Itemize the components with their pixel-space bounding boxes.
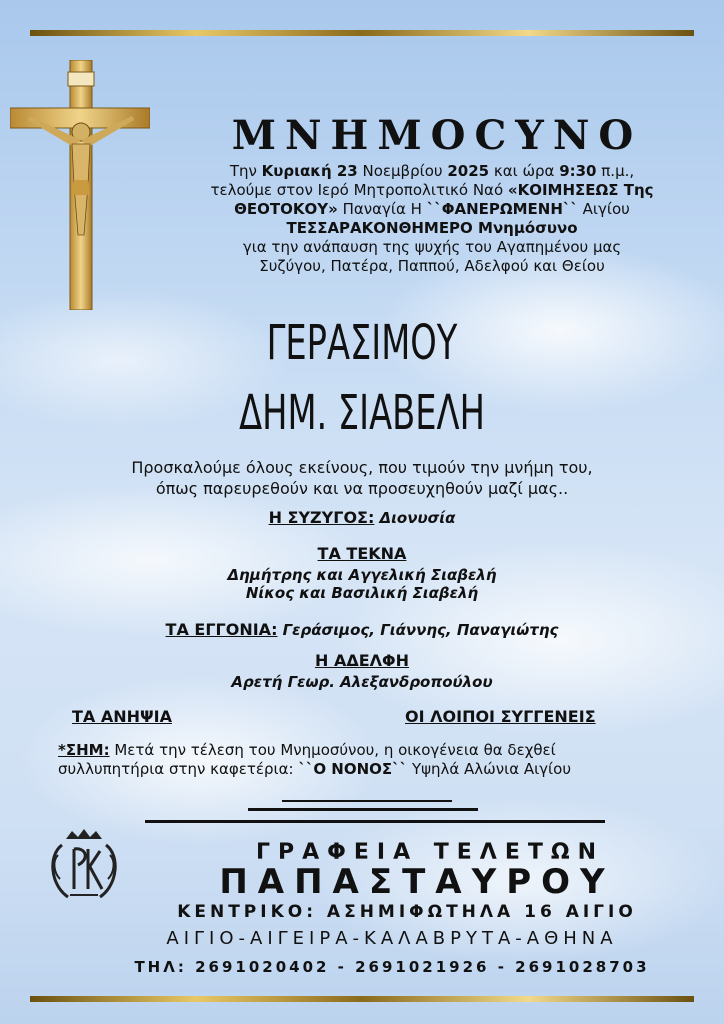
- children-name: Νίκος και Βασιλική Σιαβελή: [245, 584, 479, 602]
- intro-memorial-type: ΤΕΣΣΑΡΑΚΟΝΘΗΜΕΡΟ Μνημόσυνο: [286, 219, 578, 237]
- intro-church: «ΚΟΙΜΗΣΕΩΣ Της: [507, 181, 654, 199]
- divider: [282, 800, 452, 802]
- intro-day: Κυριακή 23: [261, 162, 358, 180]
- funeral-home-name: ΠΑΠΑΣΤΑΥΡΟΥ: [219, 862, 615, 902]
- divider: [145, 820, 605, 823]
- spouse-name: Διονυσία: [379, 509, 456, 527]
- nephews-heading: ΤΑ ΑΝΗΨΙΑ: [72, 707, 172, 726]
- bottom-gold-border: [30, 996, 694, 1002]
- sister-name: Αρετή Γεωρ. Αλεξανδροπούλου: [231, 673, 493, 691]
- intro-church-name: ``ΦΑΝΕΡΩΜΕΝΗ``: [426, 200, 578, 218]
- funeral-home-label: ΓΡΑΦΕΙΑ ΤΕΛΕΤΩΝ: [256, 840, 604, 865]
- intro-fragment: Παναγία Η: [337, 200, 427, 218]
- intro-time: 9:30: [559, 162, 597, 180]
- funeral-home-locations: ΑΙΓΙΟ-ΑΙΓΕΙΡΑ-ΚΑΛΑΒΡΥΤΑ-ΑΘΗΝΑ: [166, 928, 618, 949]
- grandchildren-names: Γεράσιμος, Γιάννης, Παναγιώτης: [282, 621, 559, 639]
- intro-line: για την ανάπαυση της ψυχής του Αγαπημένου μας: [242, 238, 622, 256]
- relatives-heading: ΟΙ ΛΟΙΠΟΙ ΣΥΓΓΕΝΕΙΣ: [405, 707, 596, 726]
- intro-year: 2025: [447, 162, 490, 180]
- invitation-line: Προσκαλούμε όλους εκείνους, που τιμούν την μνήμη του,: [131, 458, 593, 477]
- top-gold-border: [30, 30, 694, 36]
- intro-fragment: Αιγίου: [577, 200, 630, 218]
- sister-block: [0, 651, 724, 691]
- children-name: Δημήτρης και Αγγελική Σιαβελή: [227, 566, 497, 584]
- note-cafe-name: ``Ο ΝΟΝΟΣ``: [298, 760, 408, 778]
- funeral-home-address: ΚΕΝΤΡΙΚΟ: ΑΣΗΜΙΦΩΤΗΛΑ 16 ΑΙΓΙΟ: [177, 902, 637, 922]
- deceased-first-name: ΓΕΡΑΣΙΜΟΥ: [266, 315, 458, 371]
- note-text: συλλυπητήρια στην καφετέρια:: [58, 760, 299, 778]
- note-block: [58, 741, 668, 779]
- note-label: *ΣΗΜ:: [58, 741, 110, 759]
- spouse-line: [0, 508, 724, 527]
- intro-church: ΘΕΟΤΟΚΟΥ»: [234, 200, 338, 218]
- note-text: Υψηλά Αλώνια Αιγίου: [407, 760, 571, 778]
- grandchildren-line: [0, 620, 724, 639]
- invitation-text: [0, 457, 724, 499]
- intro-text: [140, 162, 724, 276]
- deceased-last-name: ΔΗΜ. ΣΙΑΒΕΛΗ: [239, 385, 485, 441]
- grandchildren-heading: ΤΑ ΕΓΓΟΝΙΑ:: [165, 620, 278, 639]
- invitation-line: όπως παρευρεθούν και να προσευχηθούν μαζί μας..: [155, 479, 569, 498]
- intro-fragment: και ώρα: [489, 162, 560, 180]
- crucifix-icon: [10, 60, 150, 310]
- funeral-home-phones: ΤΗΛ: 2691020402 - 2691021926 - 2691028703: [134, 958, 650, 976]
- children-heading: ΤΑ ΤΕΚΝΑ: [317, 544, 407, 563]
- divider: [248, 808, 478, 811]
- intro-fragment: Την: [229, 162, 262, 180]
- intro-fragment: Νοεμβρίου: [357, 162, 448, 180]
- intro-fragment: π.μ.,: [596, 162, 635, 180]
- note-text: Μετά την τέλεση του Μνημοσύνου, η οικογένεια θα δεχθεί: [109, 741, 556, 759]
- children-block: [0, 544, 724, 602]
- page-title: ΜΝΗΜΟCΥΝΟ: [231, 112, 643, 159]
- intro-line: Συζύγου, Πατέρα, Παππού, Αδελφού και Θείου: [259, 257, 605, 275]
- sister-heading: Η ΑΔΕΛΦΗ: [314, 651, 410, 670]
- spouse-heading: Η ΣΥΖΥΓΟΣ:: [268, 508, 375, 527]
- intro-fragment: τελούμε στον Ιερό Μητροπολιτικό Ναό: [210, 181, 508, 199]
